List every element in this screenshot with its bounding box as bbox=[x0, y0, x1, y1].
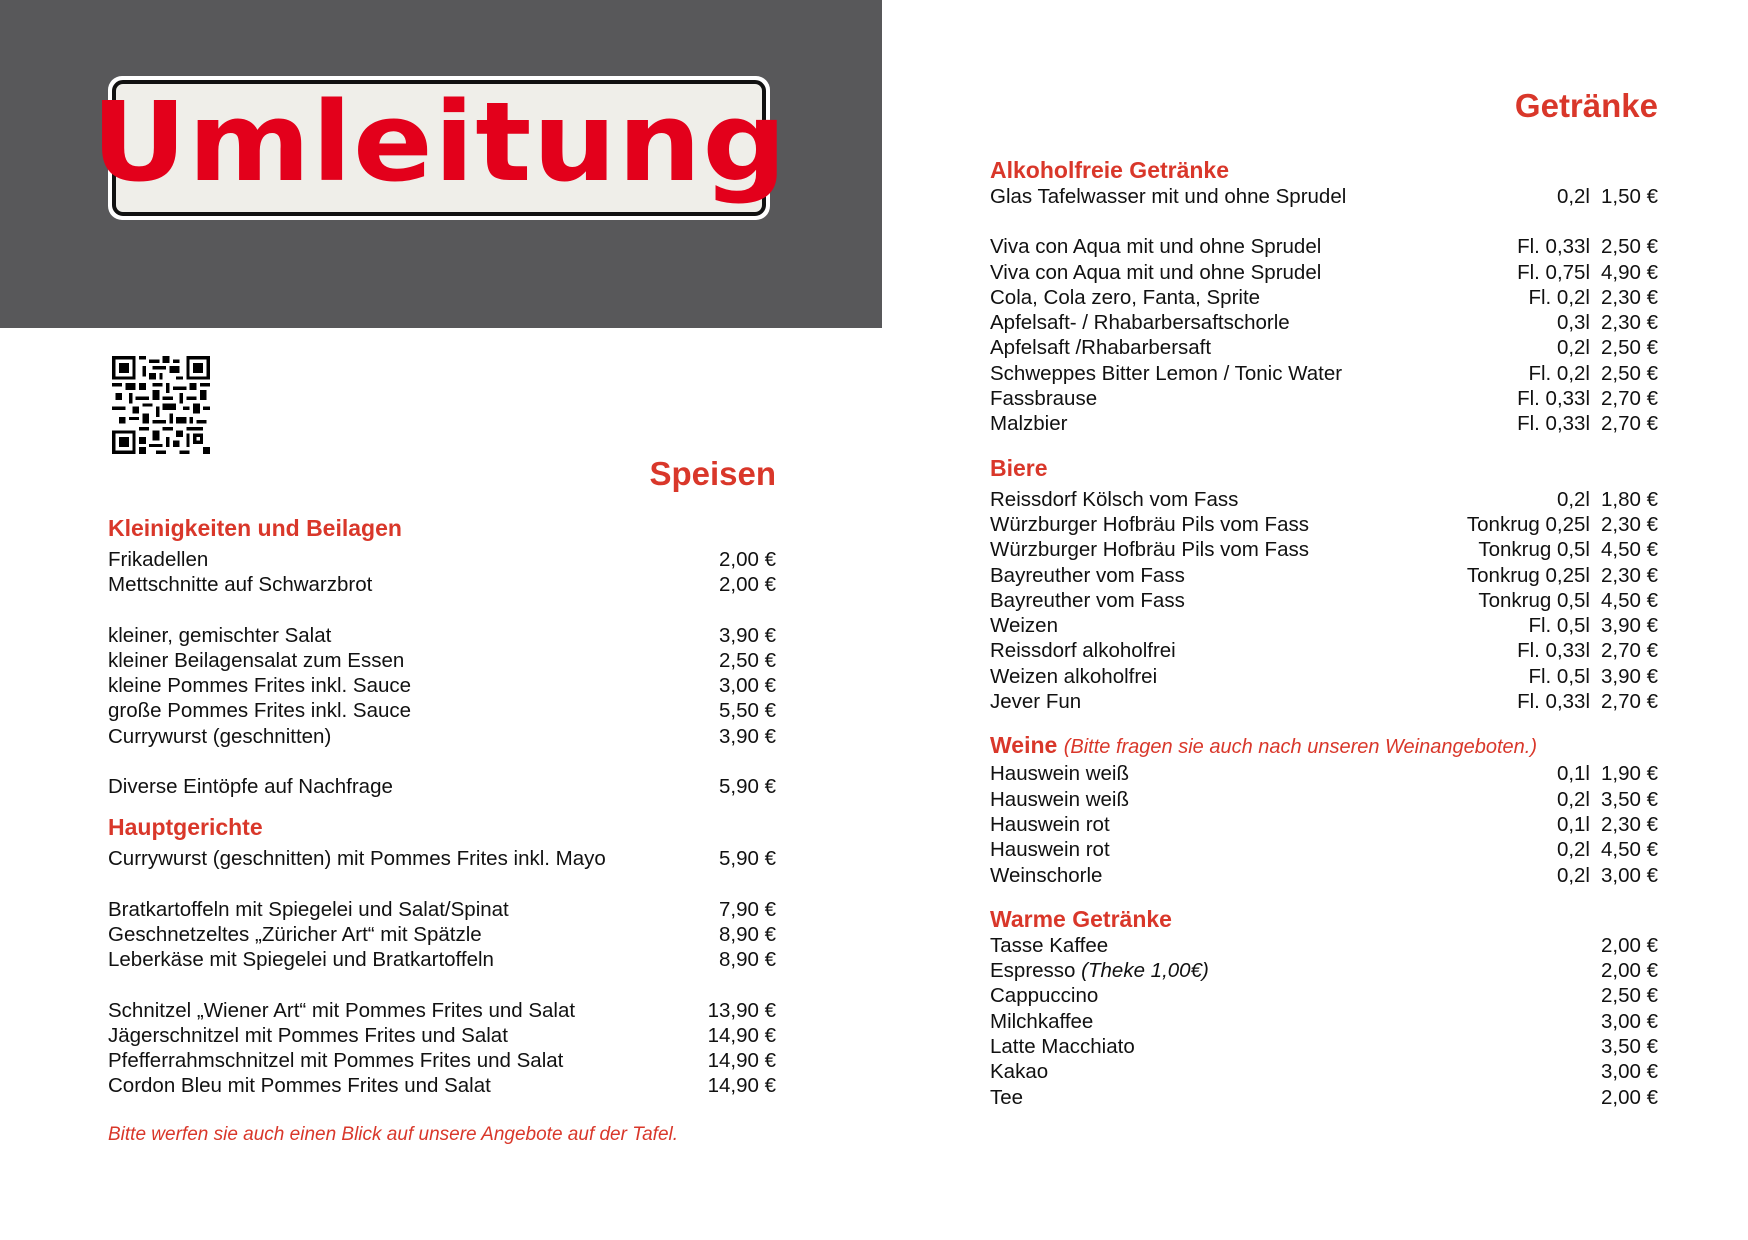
item-price: 14,90 € bbox=[707, 1049, 776, 1073]
header-band bbox=[0, 0, 882, 328]
item-price: 4,50 € bbox=[1601, 588, 1658, 612]
item-size: Fl. 0,2l bbox=[1528, 285, 1590, 309]
item-price: 2,50 € bbox=[719, 648, 776, 672]
menu-item bbox=[108, 774, 776, 799]
item-price: 3,90 € bbox=[719, 724, 776, 748]
item-price: 5,90 € bbox=[719, 847, 776, 871]
menu-item bbox=[108, 897, 776, 922]
item-price: 4,50 € bbox=[1601, 538, 1658, 562]
menu-item bbox=[990, 335, 1658, 360]
menu-item bbox=[108, 698, 776, 723]
menu-item bbox=[990, 613, 1658, 638]
sign-text: Umleitung bbox=[90, 78, 788, 206]
item-size: 0,1l bbox=[1556, 812, 1590, 836]
item-name: Milchkaffee bbox=[990, 1009, 1094, 1033]
item-size: Tonkrug 0,5l bbox=[1478, 538, 1590, 562]
item-price: 2,30 € bbox=[1601, 512, 1658, 536]
item-price: 2,00 € bbox=[1601, 959, 1658, 983]
item-price: 1,90 € bbox=[1601, 762, 1658, 786]
item-price: 2,50 € bbox=[1601, 235, 1658, 259]
qr-code-icon bbox=[112, 356, 210, 454]
menu-item bbox=[990, 512, 1658, 537]
item-price: 8,90 € bbox=[719, 948, 776, 972]
item-name: Schnitzel „Wiener Art“ mit Pommes Frites und Salat bbox=[108, 998, 576, 1022]
menu-item bbox=[990, 361, 1658, 386]
item-name: Reissdorf alkoholfrei bbox=[990, 639, 1176, 663]
item-name: Hauswein weiß bbox=[990, 762, 1129, 786]
item-size: 0,2l bbox=[1556, 487, 1590, 511]
item-price: 2,70 € bbox=[1601, 639, 1658, 663]
weine-title bbox=[990, 731, 1658, 761]
menu-item bbox=[108, 648, 776, 673]
item-name: Bayreuther vom Fass bbox=[990, 563, 1185, 587]
item-name: Diverse Eintöpfe auf Nachfrage bbox=[108, 775, 393, 799]
item-size: 0,2l bbox=[1556, 838, 1590, 862]
item-size: Tonkrug 0,25l bbox=[1466, 512, 1590, 536]
item-price: 3,00 € bbox=[719, 674, 776, 698]
item-price: 1,80 € bbox=[1601, 487, 1658, 511]
menu-item bbox=[990, 1059, 1658, 1084]
item-name: Hauswein weiß bbox=[990, 787, 1129, 811]
item-size: Fl. 0,33l bbox=[1517, 412, 1590, 436]
getraenke-title: Getränke bbox=[1514, 87, 1658, 124]
menu-item bbox=[108, 547, 776, 572]
item-price: 3,00 € bbox=[1601, 1060, 1658, 1084]
menu-item bbox=[990, 1034, 1658, 1059]
item-name: Malzbier bbox=[990, 412, 1068, 436]
item-size: 0,2l bbox=[1556, 863, 1590, 887]
item-size: Fl. 0,75l bbox=[1517, 260, 1590, 284]
item-name: kleine Pommes Frites inkl. Sauce bbox=[108, 674, 412, 698]
item-name: kleiner Beilagensalat zum Essen bbox=[108, 648, 405, 672]
menu-item bbox=[108, 998, 776, 1023]
item-size: Fl. 0,33l bbox=[1517, 690, 1590, 714]
item-name: Frikadellen bbox=[108, 548, 209, 571]
item-name: Mettschnitte auf Schwarzbrot bbox=[108, 573, 373, 597]
menu-item bbox=[990, 487, 1658, 512]
item-size: Tonkrug 0,25l bbox=[1466, 563, 1590, 587]
item-name: Viva con Aqua mit und ohne Sprudel bbox=[990, 235, 1322, 259]
item-name: große Pommes Frites inkl. Sauce bbox=[108, 699, 412, 723]
item-price: 2,30 € bbox=[1601, 285, 1658, 309]
item-name: Fassbrause bbox=[990, 387, 1098, 411]
item-name: Viva con Aqua mit und ohne Sprudel bbox=[990, 260, 1322, 284]
speisen-title: Speisen bbox=[649, 455, 776, 492]
kleinigkeiten-title: Kleinigkeiten und Beilagen bbox=[108, 515, 402, 541]
item-price: 2,30 € bbox=[1601, 563, 1658, 587]
menu-item bbox=[108, 1073, 776, 1098]
footer-note: Bitte werfen sie auch einen Blick auf unsere Angebote auf der Tafel. bbox=[108, 1123, 679, 1145]
speisen-column bbox=[108, 454, 776, 1147]
item-name: kleiner, gemischter Salat bbox=[108, 623, 332, 647]
item-price: 4,90 € bbox=[1601, 260, 1658, 284]
item-name: Leberkäse mit Spiegelei und Bratkartoffeln bbox=[108, 948, 494, 972]
menu-item bbox=[108, 673, 776, 698]
item-name: Tasse Kaffee bbox=[990, 933, 1109, 957]
item-price: 3,90 € bbox=[1601, 664, 1658, 688]
item-price: 2,00 € bbox=[719, 573, 776, 597]
item-size: Tonkrug 0,5l bbox=[1478, 588, 1590, 612]
item-name: Currywurst (geschnitten) bbox=[108, 724, 332, 748]
menu-item bbox=[990, 983, 1658, 1008]
item-price: 2,50 € bbox=[1601, 336, 1658, 360]
item-name: Apfelsaft- / Rhabarbersaftschorle bbox=[990, 311, 1290, 335]
item-price: 2,30 € bbox=[1601, 812, 1658, 836]
umleitung-sign bbox=[90, 76, 788, 220]
item-price: 14,90 € bbox=[707, 1074, 776, 1098]
menu-item bbox=[990, 588, 1658, 613]
menu-item bbox=[990, 958, 1658, 983]
item-note: (Theke 1,00€) bbox=[1081, 959, 1209, 983]
item-price: 7,90 € bbox=[719, 897, 776, 921]
menu-item bbox=[990, 863, 1658, 888]
item-name: Würzburger Hofbräu Pils vom Fass bbox=[990, 512, 1309, 536]
item-size: Fl. 0,33l bbox=[1517, 639, 1590, 663]
menu-item bbox=[990, 537, 1658, 562]
menu-item bbox=[990, 933, 1658, 958]
item-price: 2,70 € bbox=[1601, 690, 1658, 714]
item-size: 0,3l bbox=[1556, 311, 1590, 335]
menu-item bbox=[990, 837, 1658, 862]
item-price: 3,00 € bbox=[1601, 1009, 1658, 1033]
menu-item bbox=[990, 761, 1658, 786]
menu-item bbox=[108, 623, 776, 648]
item-price: 2,00 € bbox=[719, 548, 776, 571]
menu-item bbox=[990, 1085, 1658, 1110]
item-name: Jever Fun bbox=[990, 690, 1082, 714]
item-name: Jägerschnitzel mit Pommes Frites und Salat bbox=[108, 1023, 508, 1047]
item-name: Bayreuther vom Fass bbox=[990, 588, 1185, 612]
item-name: Hauswein rot bbox=[990, 812, 1110, 836]
item-price: 2,70 € bbox=[1601, 387, 1658, 411]
menu-item bbox=[108, 724, 776, 749]
item-price: 2,50 € bbox=[1601, 361, 1658, 385]
warm-title: Warme Getränke bbox=[990, 905, 1172, 932]
item-name bbox=[990, 958, 1590, 983]
item-price: 3,50 € bbox=[1601, 787, 1658, 811]
item-name-text: Espresso bbox=[990, 959, 1076, 983]
menu-item bbox=[108, 846, 776, 871]
item-name: Apfelsaft /Rhabarbersaft bbox=[990, 336, 1212, 360]
menu-item bbox=[990, 689, 1658, 714]
menu-item bbox=[108, 922, 776, 947]
item-price: 4,50 € bbox=[1601, 838, 1658, 862]
item-name: Geschnetzeltes „Züricher Art“ mit Spätzle bbox=[108, 922, 482, 946]
item-name: Reissdorf Kölsch vom Fass bbox=[990, 487, 1239, 511]
item-name: Tee bbox=[990, 1085, 1024, 1109]
item-size: Fl. 0,5l bbox=[1528, 614, 1590, 638]
item-price: 2,50 € bbox=[1601, 984, 1658, 1008]
item-price: 13,90 € bbox=[707, 998, 776, 1022]
hauptgerichte-title: Hauptgerichte bbox=[108, 814, 263, 841]
item-size: Fl. 0,33l bbox=[1517, 387, 1590, 411]
item-name: Pfefferrahmschnitzel mit Pommes Frites und Salat bbox=[108, 1049, 564, 1073]
getraenke-column bbox=[990, 86, 1658, 1110]
item-name: Cappuccino bbox=[990, 984, 1099, 1008]
biere-title: Biere bbox=[990, 454, 1048, 481]
menu-item bbox=[108, 1048, 776, 1073]
menu-item bbox=[990, 787, 1658, 812]
item-name: Weizen bbox=[990, 614, 1058, 638]
item-price: 2,30 € bbox=[1601, 311, 1658, 335]
item-price: 14,90 € bbox=[707, 1023, 776, 1047]
item-size: Fl. 0,5l bbox=[1528, 664, 1590, 688]
item-name: Glas Tafelwasser mit und ohne Sprudel bbox=[990, 185, 1347, 208]
menu-item bbox=[990, 1009, 1658, 1034]
menu-item bbox=[990, 411, 1658, 436]
item-name: Hauswein rot bbox=[990, 838, 1110, 862]
weine-title-text: Weine bbox=[990, 732, 1058, 759]
item-size: Fl. 0,2l bbox=[1528, 361, 1590, 385]
menu-item bbox=[990, 260, 1658, 285]
menu-item bbox=[990, 664, 1658, 689]
alkoholfrei-title: Alkoholfreie Getränke bbox=[990, 157, 1230, 183]
item-size: 0,2l bbox=[1556, 185, 1590, 208]
item-name: Latte Macchiato bbox=[990, 1035, 1135, 1059]
item-size: Fl. 0,33l bbox=[1517, 235, 1590, 259]
menu-item bbox=[990, 638, 1658, 663]
item-price: 2,00 € bbox=[1601, 933, 1658, 957]
menu-item bbox=[990, 386, 1658, 411]
item-price: 2,70 € bbox=[1601, 412, 1658, 436]
item-name: Cola, Cola zero, Fanta, Sprite bbox=[990, 285, 1261, 309]
item-name: Schweppes Bitter Lemon / Tonic Water bbox=[990, 361, 1343, 385]
menu-item bbox=[990, 285, 1658, 310]
item-name: Currywurst (geschnitten) mit Pommes Frites inkl. Mayo bbox=[108, 847, 606, 871]
item-size: 0,2l bbox=[1556, 336, 1590, 360]
menu-item bbox=[108, 572, 776, 597]
item-price: 2,00 € bbox=[1601, 1085, 1658, 1109]
menu-item bbox=[108, 947, 776, 972]
item-name: Weizen alkoholfrei bbox=[990, 664, 1158, 688]
item-price: 1,50 € bbox=[1601, 185, 1658, 208]
menu-item bbox=[990, 184, 1658, 209]
sign-frame bbox=[90, 78, 788, 216]
item-name: Weinschorle bbox=[990, 863, 1103, 887]
item-name: Cordon Bleu mit Pommes Frites und Salat bbox=[108, 1074, 491, 1098]
menu-item bbox=[990, 812, 1658, 837]
item-name: Würzburger Hofbräu Pils vom Fass bbox=[990, 538, 1309, 562]
item-price: 8,90 € bbox=[719, 922, 776, 946]
weine-note: (Bitte fragen sie auch nach unseren Weinangeboten.) bbox=[1063, 736, 1537, 759]
item-size: 0,1l bbox=[1556, 762, 1590, 786]
item-name: Kakao bbox=[990, 1060, 1049, 1084]
item-price: 3,90 € bbox=[719, 623, 776, 647]
item-name: Bratkartoffeln mit Spiegelei und Salat/Spinat bbox=[108, 897, 509, 921]
menu-item bbox=[990, 234, 1658, 259]
item-size: 0,2l bbox=[1556, 787, 1590, 811]
item-price: 5,50 € bbox=[719, 699, 776, 723]
item-price: 3,00 € bbox=[1601, 863, 1658, 887]
item-price: 5,90 € bbox=[719, 775, 776, 799]
item-price: 3,50 € bbox=[1601, 1035, 1658, 1059]
item-price: 3,90 € bbox=[1601, 614, 1658, 638]
menu-item bbox=[990, 310, 1658, 335]
menu-item bbox=[990, 563, 1658, 588]
menu-item bbox=[108, 1023, 776, 1048]
